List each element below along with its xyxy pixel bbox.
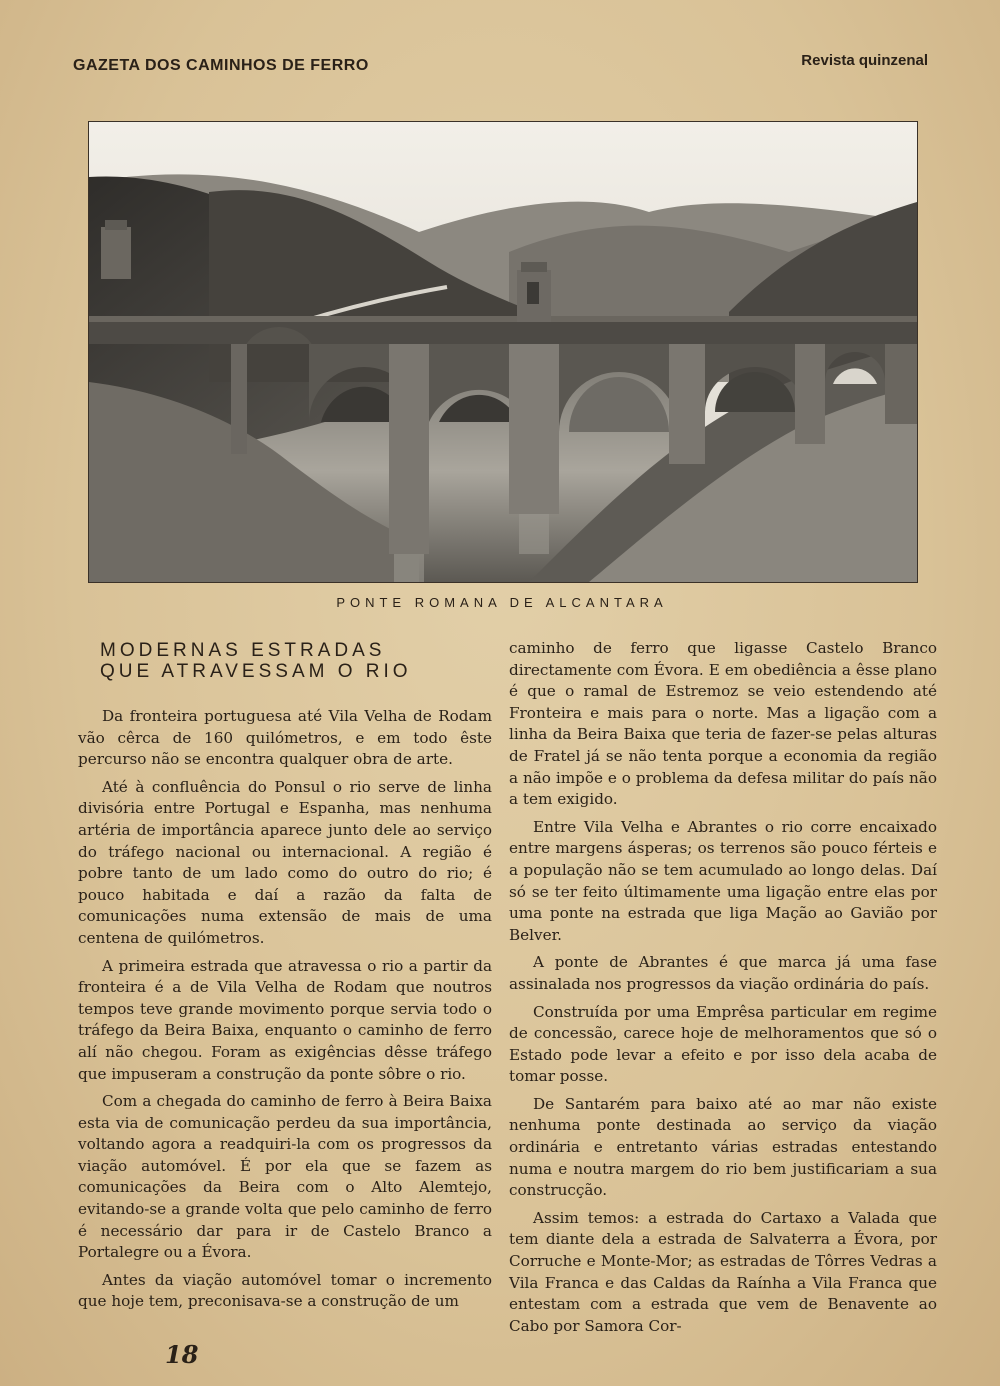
paragraph: Antes da viação automóvel tomar o incremento que hoje tem, preconisava-se a construção de um (78, 1270, 492, 1311)
paragraph: Com a chegada do caminho de ferro à Beira Baixa esta via de comunicação perdeu da sua importância, voltando agora a readquiri-la com os progressos da viação automóvel. É por ela que se fazem as comunicações da Beira com o Alto Alemtejo, evitando-se a grande volta que pelo caminho de ferro é necessário dar para ir de Castelo Branco a Portalegre ou a Évora. (78, 1092, 492, 1262)
right-column (509, 638, 937, 1343)
bridge-illustration (89, 122, 917, 582)
headline-line-1: MODERNAS ESTRADAS (100, 640, 386, 661)
publication-title: GAZETA DOS CAMINHOS DE FERRO (73, 57, 369, 74)
bridge-photograph (88, 121, 918, 583)
article-headline (100, 640, 412, 682)
paragraph: Da fronteira portuguesa até Vila Velha de Rodam vão cêrca de 160 quilómetros, e em todo êste percurso não se encontra qualquer obra de arte. (78, 707, 492, 769)
left-column (78, 706, 492, 1319)
publication-subtitle: Revista quinzenal (801, 52, 928, 69)
headline-line-2: QUE ATRAVESSAM O RIO (100, 661, 412, 682)
photo-caption: PONTE ROMANA DE ALCANTARA (336, 595, 668, 610)
paragraph: Entre Vila Velha e Abrantes o rio corre encaixado entre margens ásperas; os terrenos são pouco férteis e a população não se tem acumulado ao longo delas. Daí só se ter feito últimamente uma ligação entre elas por uma ponte na estrada que liga Mação ao Gavião por Belver. (509, 817, 937, 944)
paragraph-continuation: caminho de ferro que ligasse Castelo Branco directamente com Évora. E em obediência a êsse plano é que o ramal de Estremoz se veio estendendo até Fronteira e mais para o norte. Mas a ligação com a linha da Beira Baixa que teria de fazer-se pelas alturas de Fratel já se não tenta porque a economia da região a não impõe e o problema da defesa militar do país não a tem exigido. (509, 639, 937, 809)
paragraph: De Santarém para baixo até ao mar não existe nenhuma ponte destinada ao serviço da viação ordinária e entretanto várias estradas entestando numa e noutra margem do rio bem justificariam a sua construcção. (509, 1094, 937, 1200)
paragraph: Até à confluência do Ponsul o rio serve de linha divisória entre Portugal e Espanha, mas nenhuma artéria de importância aparece junto dele ao serviço do tráfego nacional ou internacional. A região é pobre tanto de um lado como do outro do rio; é pouco habitada e daí a razão da falta de comunicações numa extensão de mais de uma centena de quilómetros. (78, 777, 492, 947)
page-number: 18 (165, 1340, 199, 1369)
paragraph: A primeira estrada que atravessa o rio a partir da fronteira é a de Vila Velha de Rodam que noutros tempos teve grande movimento porque servia todo o tráfego da Beira Baixa, enquanto o caminho de ferro alí não chegou. Foram as exigências dêsse tráfego que impuseram a construção da ponte sôbre o rio. (78, 956, 492, 1083)
paragraph: A ponte de Abrantes é que marca já uma fase assinalada nos progressos da viação ordinária do país. (509, 953, 937, 993)
paragraph: Assim temos: a estrada do Cartaxo a Valada que tem diante dela a estrada de Salvaterra a Évora, por Corruche e Monte-Mor; as estradas de Tôrres Vedras a Vila Franca e das Caldas da Raínha a Vila Franca que entestam com a estrada que vem de Benavente ao Cabo por Samora Cor- (509, 1208, 937, 1335)
paragraph: Construída por uma Emprêsa particular em regime de concessão, carece hoje de melhoramentos que só o Estado pode levar a efeito e por isso dela acaba de tomar posse. (509, 1002, 937, 1086)
